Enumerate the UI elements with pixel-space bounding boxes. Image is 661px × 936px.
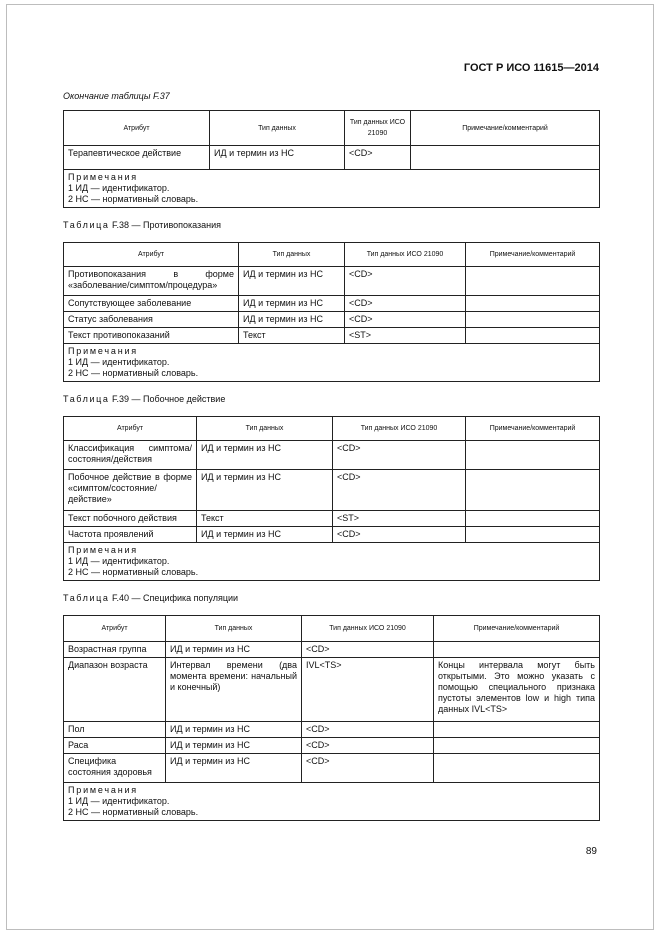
column-header: Примечание/комментарий [466, 243, 600, 267]
comment-cell [466, 296, 600, 312]
iso-type-cell: <ST> [333, 511, 466, 527]
table-caption-prefix: Таблица [63, 220, 110, 230]
data-type-cell: ИД и термин из НС [239, 312, 345, 328]
column-header: Атрибут [64, 417, 197, 441]
column-header: Атрибут [64, 616, 166, 642]
note-line: 2 НС — нормативный словарь. [68, 807, 199, 817]
table-caption-prefix: Таблица [63, 394, 110, 404]
iso-type-cell: <CD> [333, 470, 466, 511]
table-f39 [63, 416, 600, 581]
notes-cell [64, 543, 600, 581]
comment-cell [466, 328, 600, 344]
table-row [64, 296, 600, 312]
note-line: 1 ИД — идентификатор. [68, 357, 170, 367]
iso-type-cell: <CD> [302, 738, 434, 754]
comment-cell: Концы интервала могут быть открытыми. Это можно указать с помощью специального признака пустоты элементов low и high типа данных IVL<TS> [434, 658, 600, 722]
table-row [64, 328, 600, 344]
data-type-cell: ИД и термин из НС [239, 267, 345, 296]
note-line: 2 НС — нормативный словарь. [68, 194, 199, 204]
notes-row [64, 344, 600, 382]
column-header: Тип данных ИСО 21090 [302, 616, 434, 642]
table-row [64, 642, 600, 658]
table-row [64, 441, 600, 470]
attribute-cell: Классификация симптома/состояния/действия [64, 441, 197, 470]
attribute-cell: Текст побочного действия [64, 511, 197, 527]
table-37-continuation-caption: Окончание таблицы F.37 [63, 91, 170, 101]
column-header: Примечание/комментарий [466, 417, 600, 441]
table-caption-title: F.40 — Специфика популяции [109, 593, 239, 603]
comment-cell [434, 722, 600, 738]
iso-type-cell: <CD> [302, 642, 434, 658]
data-type-cell: Текст [239, 328, 345, 344]
table-38-caption [63, 220, 221, 230]
attribute-cell: Пол [64, 722, 166, 738]
notes-title: Примечания [68, 172, 138, 182]
data-type-cell: Текст [197, 511, 333, 527]
data-type-cell: ИД и термин из НС [166, 642, 302, 658]
comment-cell [466, 470, 600, 511]
notes-title: Примечания [68, 545, 138, 555]
table-row [64, 658, 600, 722]
notes-cell [64, 170, 600, 208]
column-header: Атрибут [64, 111, 210, 146]
comment-cell [411, 146, 600, 170]
comment-cell [466, 312, 600, 328]
attribute-cell: Текст противопоказаний [64, 328, 239, 344]
table-40-caption [63, 593, 238, 603]
data-type-cell: ИД и термин из НС [210, 146, 345, 170]
table-row [64, 754, 600, 783]
notes-cell [64, 783, 600, 821]
note-line: 1 ИД — идентификатор. [68, 796, 170, 806]
column-header: Примечание/комментарий [434, 616, 600, 642]
table-caption-title: F.39 — Побочное действие [109, 394, 226, 404]
comment-cell [434, 754, 600, 783]
iso-type-cell: <ST> [345, 328, 466, 344]
attribute-cell: Частота проявлений [64, 527, 197, 543]
notes-cell [64, 344, 600, 382]
iso-type-cell: <CD> [345, 146, 411, 170]
column-header: Тип данных [239, 243, 345, 267]
column-header: Тип данных [210, 111, 345, 146]
attribute-cell: Побочное действие в форме «симптом/состояние/действие» [64, 470, 197, 511]
data-type-cell: ИД и термин из НС [197, 441, 333, 470]
column-header: Тип данных [166, 616, 302, 642]
note-line: 2 НС — нормативный словарь. [68, 368, 199, 378]
iso-type-cell: <CD> [333, 527, 466, 543]
iso-type-cell: <CD> [333, 441, 466, 470]
column-header: Тип данных ИСО 21090 [333, 417, 466, 441]
comment-cell [434, 738, 600, 754]
column-header: Тип данных [197, 417, 333, 441]
notes-row [64, 170, 600, 208]
attribute-cell: Раса [64, 738, 166, 754]
note-line: 1 ИД — идентификатор. [68, 556, 170, 566]
table-header-row [64, 616, 600, 642]
iso-type-cell: <CD> [302, 722, 434, 738]
data-type-cell: ИД и термин из НС [166, 738, 302, 754]
comment-cell [466, 527, 600, 543]
table-row [64, 527, 600, 543]
data-type-cell: ИД и термин из НС [197, 527, 333, 543]
table-row [64, 267, 600, 296]
table-row [64, 738, 600, 754]
note-line: 1 ИД — идентификатор. [68, 183, 170, 193]
notes-title: Примечания [68, 346, 138, 356]
table-39-caption [63, 394, 225, 404]
iso-type-cell: <CD> [345, 267, 466, 296]
comment-cell [466, 267, 600, 296]
iso-type-cell: IVL<TS> [302, 658, 434, 722]
table-row [64, 722, 600, 738]
attribute-cell: Диапазон возраста [64, 658, 166, 722]
notes-row [64, 783, 600, 821]
data-type-cell: Интервал времени (два момента времени: начальный и конечный) [166, 658, 302, 722]
comment-cell [434, 642, 600, 658]
table-row [64, 146, 600, 170]
table-row [64, 511, 600, 527]
notes-title: Примечания [68, 785, 138, 795]
table-header-row [64, 243, 600, 267]
comment-cell [466, 511, 600, 527]
attribute-cell: Статус заболевания [64, 312, 239, 328]
attribute-cell: Возрастная группа [64, 642, 166, 658]
data-type-cell: ИД и термин из НС [166, 754, 302, 783]
column-header: Атрибут [64, 243, 239, 267]
data-type-cell: ИД и термин из НС [197, 470, 333, 511]
data-type-cell: ИД и термин из НС [239, 296, 345, 312]
table-header-row [64, 111, 600, 146]
iso-type-cell: <CD> [345, 312, 466, 328]
table-caption-title: F.38 — Противопоказания [109, 220, 222, 230]
table-f37 [63, 110, 600, 208]
column-header: Тип данных ИСО 21090 [345, 243, 466, 267]
table-row [64, 312, 600, 328]
table-caption-prefix: Таблица [63, 593, 110, 603]
column-header: Примечание/комментарий [411, 111, 600, 146]
notes-row [64, 543, 600, 581]
column-header: Тип данных ИСО 21090 [345, 111, 411, 146]
note-line: 2 НС — нормативный словарь. [68, 567, 199, 577]
document-header: ГОСТ Р ИСО 11615—2014 [463, 62, 599, 74]
attribute-cell: Специфика состояния здоровья [64, 754, 166, 783]
table-f38 [63, 242, 600, 382]
attribute-cell: Сопутствующее заболевание [64, 296, 239, 312]
attribute-cell: Противопоказания в форме «заболевание/симптом/процедура» [64, 267, 239, 296]
iso-type-cell: <CD> [345, 296, 466, 312]
data-type-cell: ИД и термин из НС [166, 722, 302, 738]
table-f40 [63, 615, 600, 821]
page-number: 89 [585, 846, 597, 857]
table-header-row [64, 417, 600, 441]
comment-cell [466, 441, 600, 470]
iso-type-cell: <CD> [302, 754, 434, 783]
attribute-cell: Терапевтическое действие [64, 146, 210, 170]
table-row [64, 470, 600, 511]
